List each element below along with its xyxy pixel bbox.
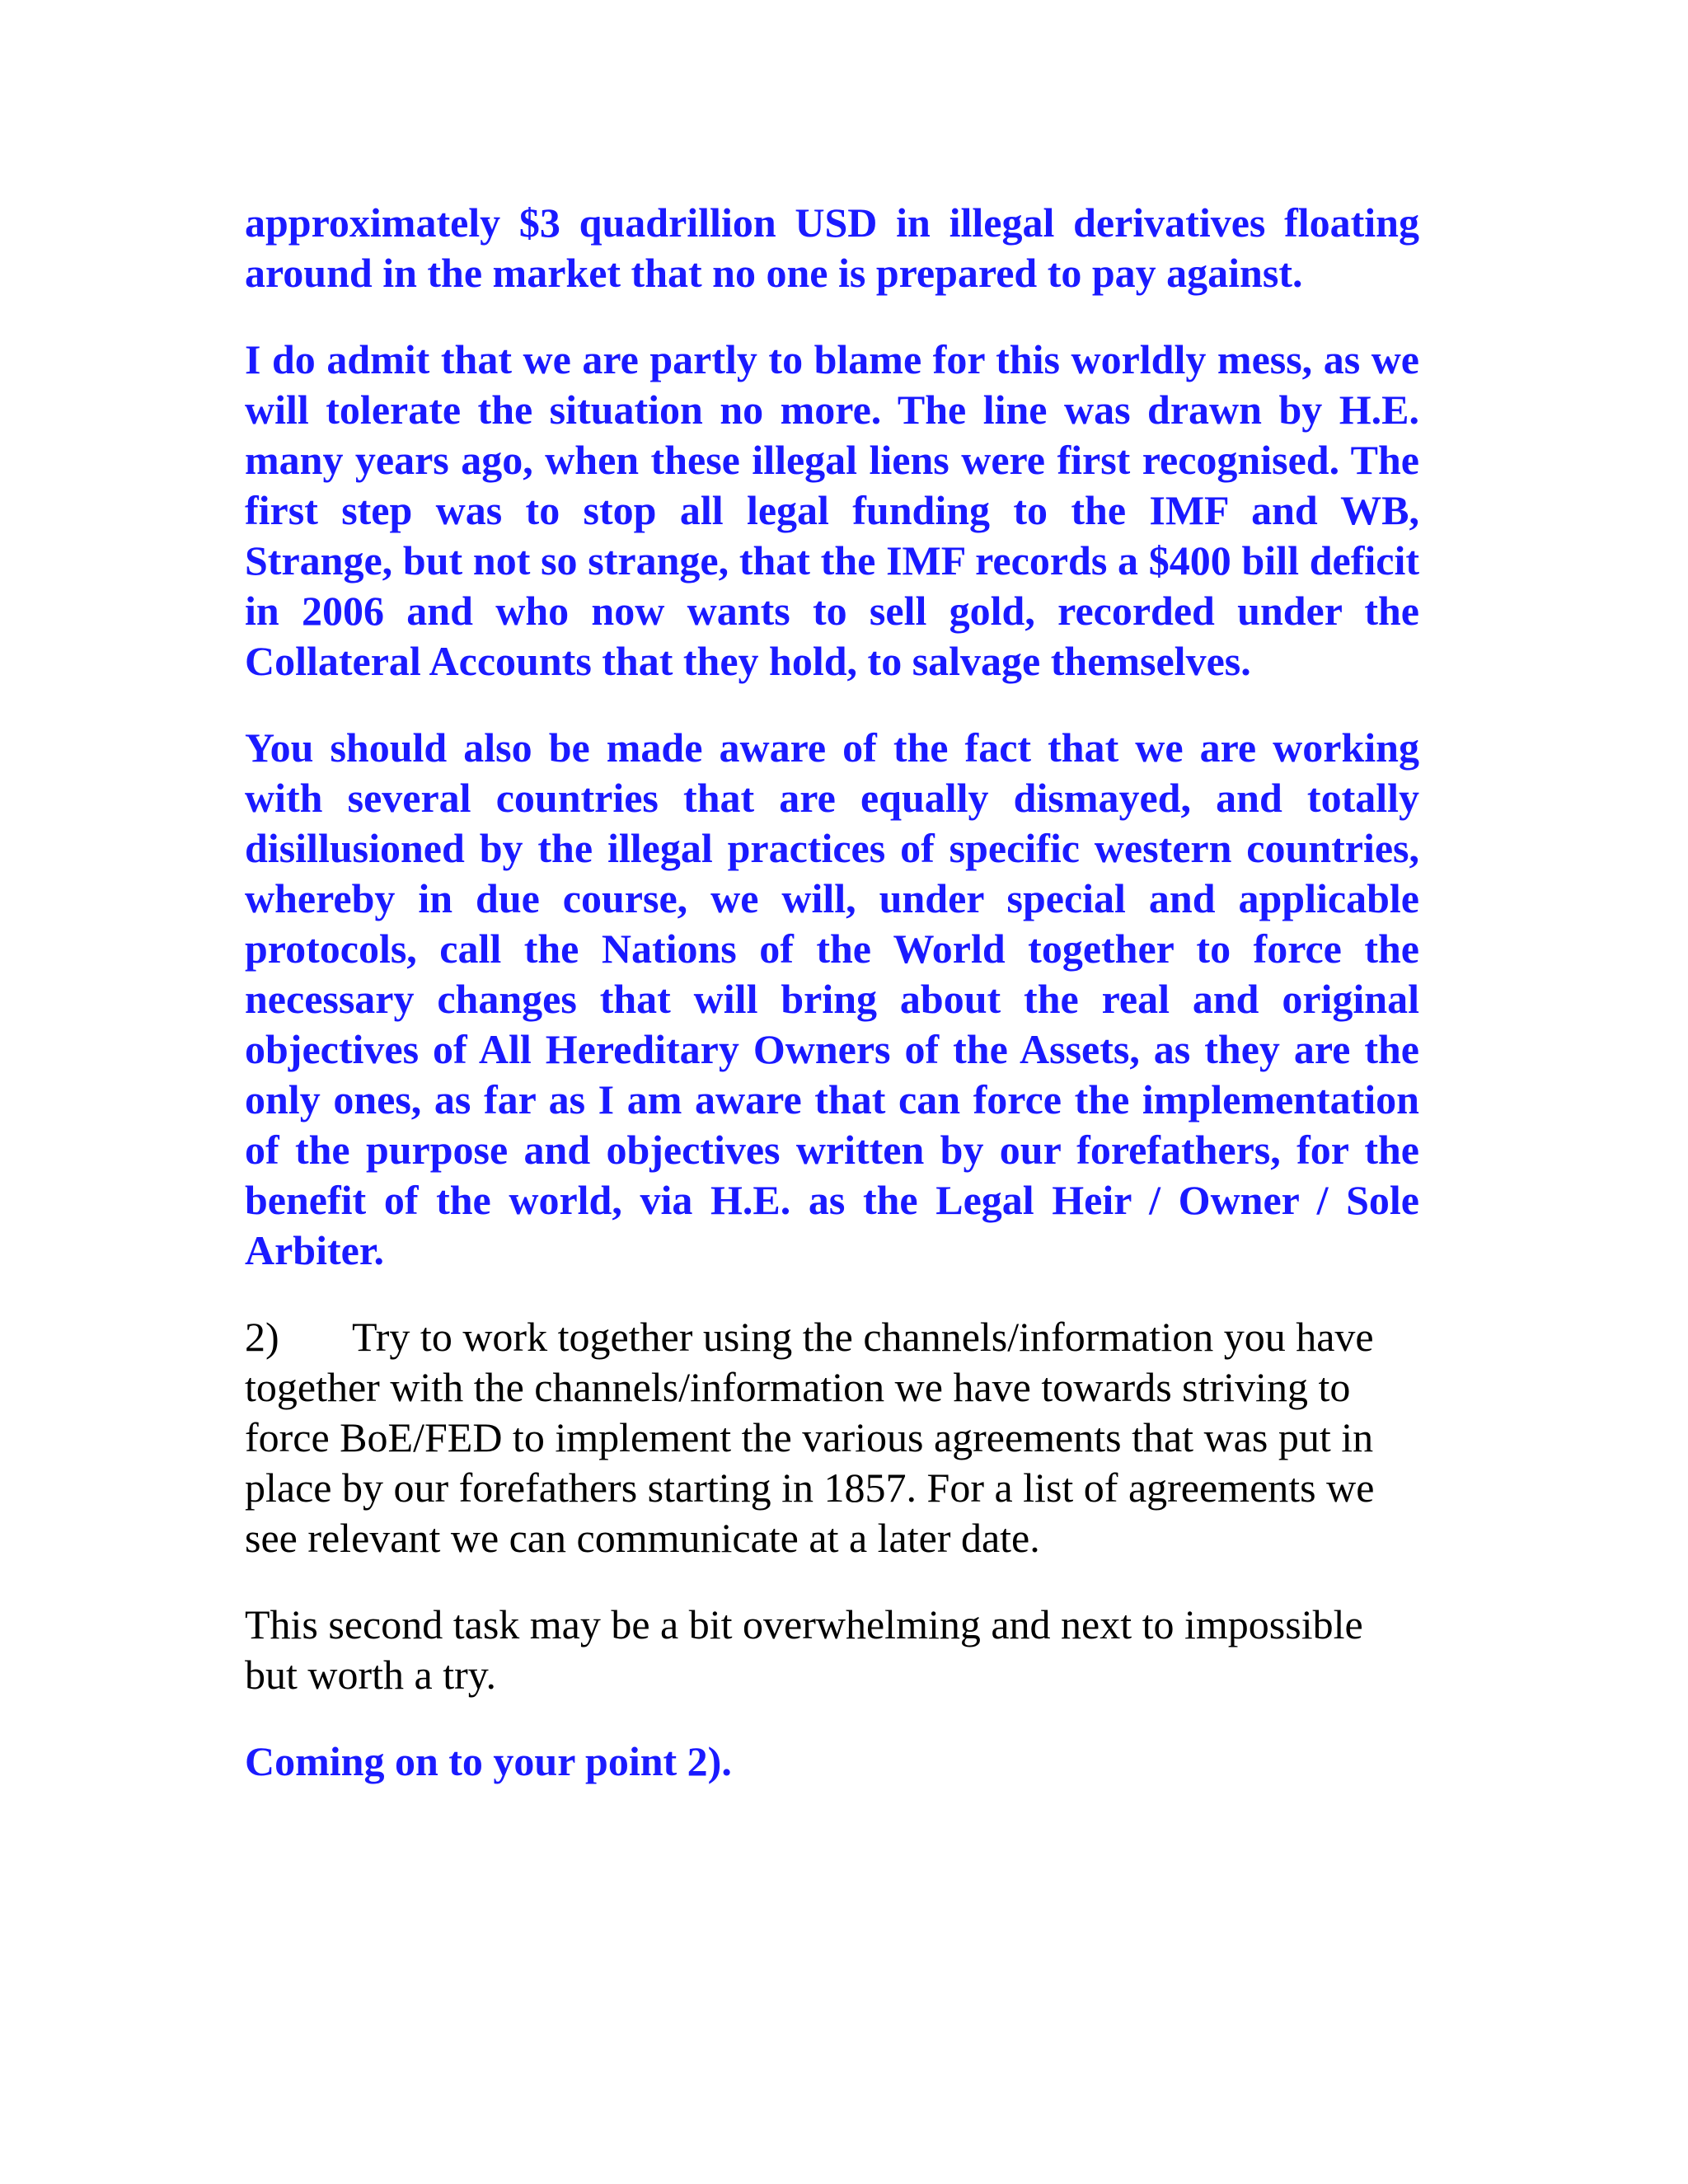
paragraph-derivatives: approximately $3 quadrillion USD in illegal derivatives floating around in the market that no one is prepared to pay against.	[245, 199, 1419, 296]
item-number: 2)	[245, 1314, 279, 1360]
paragraph-second-task: This second task may be a bit overwhelming and next to impossible but worth a try.	[245, 1601, 1363, 1698]
document-body	[245, 198, 1419, 1823]
paragraph-aware: You should also be made aware of the fact that we are working with several countries that are equally dismayed, and totally disillusioned by the illegal practices of specific western countries, whereby in due course, we will, under special and applicable protocols, call the Nations of the World together to force the necessary changes that will bring about the real and original objectives of All Hereditary Owners of the Assets, as they are the only ones, as far as I am aware that can force the implementation of the purpose and objectives written by our forefathers, for the benefit of the world, via H.E. as the Legal Heir / Owner / Sole Arbiter.	[245, 724, 1419, 1273]
paragraph-coming-on: Coming on to your point 2).	[245, 1738, 732, 1784]
numbered-item-2	[245, 1312, 1419, 1563]
paragraph-admit-blame: I do admit that we are partly to blame for this worldly mess, as we will tolerate the situation no more. The line was drawn by H.E. many years ago, when these illegal liens were first recognised. The first step was to stop all legal funding to the IMF and WB, Strange, but not so strange, that the IMF records a $400 bill deficit in 2006 and who now wants to sell gold, recorded under the Collateral Accounts that they hold, to salvage themselves.	[245, 336, 1419, 684]
item-text: Try to work together using the channels/information you have together with the channels/information we have towards striving to force BoE/FED to implement the various agreements that was put in place by our forefathers starting in 1857. For a list of agreements we see relevant we can communicate at a later date.	[245, 1314, 1375, 1561]
